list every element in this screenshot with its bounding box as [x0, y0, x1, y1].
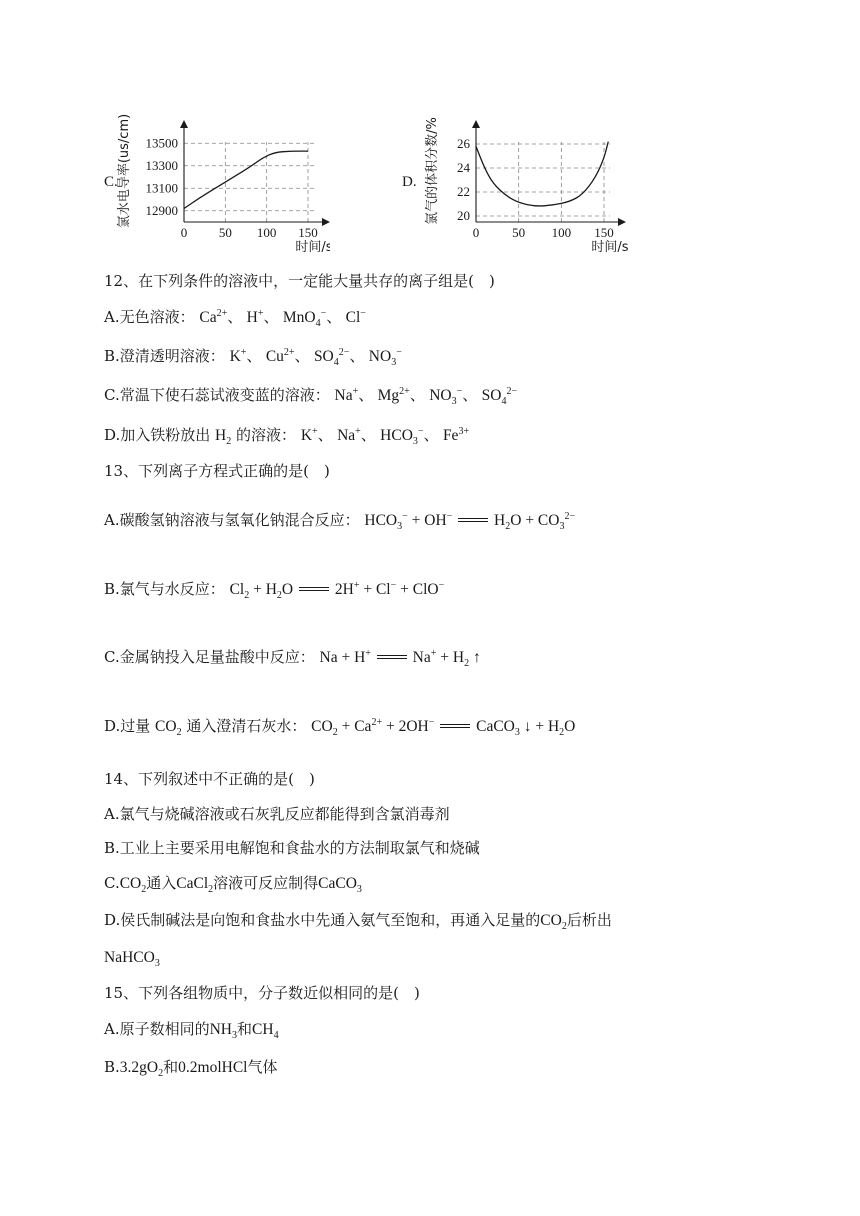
q13-c-equation: Na + H+ $Na^+ + H_2$ ↑ — [319, 647, 481, 670]
chart-c-y-tick-label: 12900 — [145, 202, 178, 218]
q13-title: 13、下列离子方程式正确的是( ) — [104, 462, 330, 480]
chart-d-y-tick-label: 22 — [457, 184, 470, 199]
equals-sign — [438, 722, 472, 732]
q12-a-ions: $Ca^{2+}$、 H+、 MnO$_4$−、 Cl− — [199, 307, 366, 330]
chart-c-y-tick-label: 13300 — [145, 157, 178, 173]
chart-d-series-line — [476, 142, 608, 206]
q13-option-a — [104, 509, 575, 532]
q13-d-equation: $CO_2 + Ca^{2+} + 2OH^-$ CaCO$_3$ ↓ + $H_2O$ — [311, 716, 576, 739]
q13-option-b — [104, 578, 444, 601]
chart-d-y-tick-label: 24 — [457, 160, 470, 175]
q15-title: 15、下列各组物质中，分子数近似相同的是( ) — [104, 984, 420, 1002]
chart-d-x-tick-label: 150 — [594, 225, 614, 240]
q14-title: 14、下列叙述中不正确的是( ) — [104, 770, 315, 788]
q15-option-a: A.原子数相同的$NH_3$和$CH_4$ — [104, 1020, 279, 1042]
q12-b-ions: K+、 $Cu^{2+}$、 $SO_4^{2-}$、 $NO_3^-$ — [229, 346, 402, 369]
q12-c-ions: Na+、 $Mg^{2+}$、 $NO_3^-$、 $SO_4^{2-}$ — [334, 385, 518, 408]
chart-c-y-tick-label: 13500 — [145, 135, 178, 151]
chart-c-x-tick-label: 150 — [298, 225, 318, 240]
q14-option-b: B.工业上主要采用电解饱和食盐水的方法制取氯气和烧碱 — [104, 839, 480, 857]
chart-d-x-axis-label: 时间/s — [591, 240, 629, 255]
chart-c-x-tick-label: 0 — [180, 225, 188, 240]
chart-d-x-tick-label: 50 — [512, 225, 526, 240]
q14-option-d-cont: NaHCO$_3$ — [104, 949, 160, 970]
q14-option-c: $C.CO_2$通入CaCl$_2$溶液可反应制得CaCO$_3$ — [104, 874, 362, 896]
q12-option-c — [104, 384, 517, 407]
chart-d-plot — [400, 100, 660, 260]
q12-b-label: B.澄清透明溶液： — [104, 347, 225, 365]
chart-c — [100, 100, 330, 260]
q13-b-equation: $Cl_2 + H_2O$ 2H+ + Cl− + ClO− — [229, 579, 445, 602]
chart-d — [400, 100, 660, 260]
chart-c-option-label: C. — [104, 174, 118, 190]
chart-d-y-tick-label: 26 — [457, 136, 470, 151]
q12-title: 12、在下列条件的溶液中，一定能大量共存的离子组是( ) — [104, 272, 495, 290]
q13-d-label2: 通入澄清石灰水： — [186, 717, 307, 735]
q13-a-equation: $HCO_3^- + OH^-$ $H_2O + CO_3^{2-}$ — [364, 510, 576, 533]
chart-c-x-tick-label: 100 — [256, 225, 277, 240]
chart-c-y-axis-label: 氯水电导率(us/cm) — [117, 113, 132, 229]
chart-c-series-line — [184, 151, 308, 208]
chart-d-x-tick-label: 0 — [472, 225, 480, 240]
q13-option-d — [104, 715, 575, 738]
q13-d-label: D.过量 — [104, 717, 151, 735]
q13-b-label: B.氯气与水反应： — [104, 580, 225, 598]
chart-d-y-arrow-icon — [472, 120, 480, 128]
q12-d-h2: $H_2$ — [215, 427, 232, 448]
q13-option-c — [104, 646, 481, 669]
q14-option-d: D.侯氏制碱法是向饱和食盐水中先通入氨气至饱和，再通入足量的$CO_2$后析出 — [104, 911, 612, 933]
chart-d-y-tick-label: 20 — [457, 208, 470, 223]
q12-option-b — [104, 345, 402, 368]
equals-sign — [375, 653, 409, 663]
chart-d-option-label: D. — [402, 174, 417, 190]
q13-c-label: C.金属钠投入足量盐酸中反应： — [104, 648, 315, 666]
q12-option-a — [104, 306, 366, 329]
chart-c-x-tick-label: 50 — [218, 225, 232, 240]
chart-c-x-arrow-icon — [322, 218, 330, 226]
q13-d-co2: $CO_2$ — [155, 718, 182, 739]
q12-option-d — [104, 424, 469, 447]
q12-c-label: C.常温下使石蕊试液变蓝的溶液： — [104, 386, 330, 404]
q12-d-label2: 的溶液： — [236, 426, 297, 444]
q15-option-b: $B.3.2gO_2$和0.2molHCl气体 — [104, 1058, 278, 1080]
chart-c-plot — [100, 100, 330, 260]
chart-d-y-axis-label: 氯气的体积分数/% — [425, 117, 440, 225]
equals-sign — [297, 585, 331, 595]
chart-d-x-tick-label: 100 — [551, 225, 572, 240]
chart-d-x-arrow-icon — [618, 218, 626, 226]
equals-sign — [456, 516, 490, 526]
chart-c-y-tick-label: 13100 — [145, 180, 178, 196]
q12-a-label: A.无色溶液： — [104, 308, 195, 326]
chart-c-y-arrow-icon — [180, 120, 188, 128]
q14-option-a: A.氯气与烧碱溶液或石灰乳反应都能得到含氯消毒剂 — [104, 805, 450, 823]
q13-a-label: A.碳酸氢钠溶液与氢氧化钠混合反应： — [104, 511, 360, 529]
q12-d-ions: K+、 Na+、 $HCO_3^-$、 $Fe^{3+}$ — [300, 425, 470, 448]
chart-c-x-axis-label: 时间/s — [295, 240, 330, 255]
charts-row — [100, 100, 660, 260]
q12-d-label: D.加入铁粉放出 — [104, 426, 211, 444]
